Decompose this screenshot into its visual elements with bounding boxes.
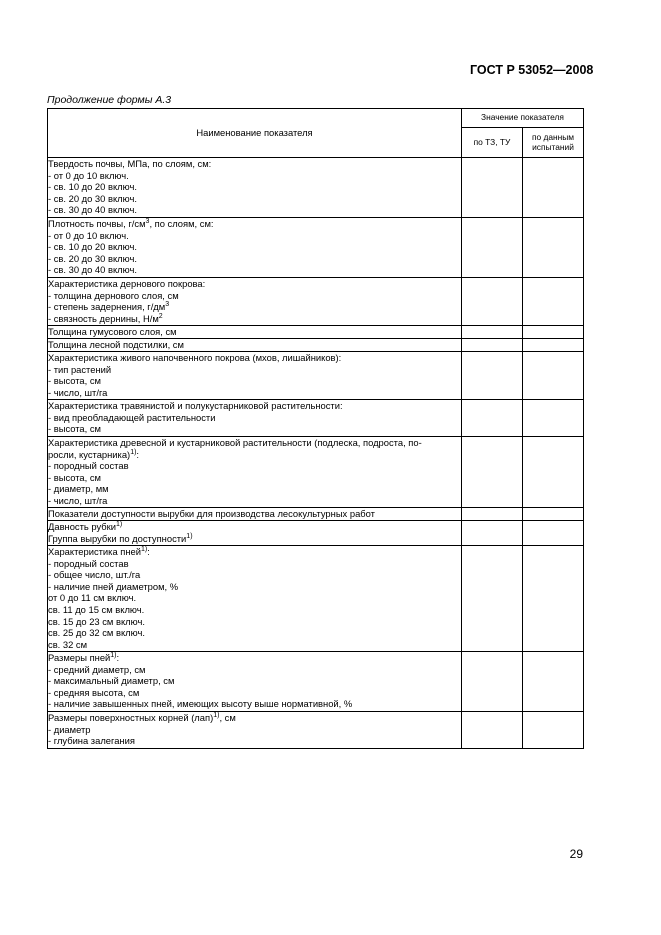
value-cell-tz[interactable]	[462, 712, 523, 749]
table-row	[48, 437, 584, 508]
column-header-value: Значение показателя	[462, 109, 584, 128]
indicator-cell: Характеристика живого напочвенного покрова (мхов, лишайников): - тип растений - высота, см - число, шт/га	[48, 352, 462, 400]
indicator-cell: Характеристика дернового покрова: - толщина дернового слоя, см - степень задернения, $г/дм^3$ - связность дернины, $Н/м^2$	[48, 278, 462, 326]
value-cell-tz[interactable]	[462, 546, 523, 652]
form-continuation-label: Продолжение формы А.3	[47, 94, 172, 106]
column-header-name: Наименование показателя	[48, 109, 462, 158]
value-cell-test[interactable]	[523, 546, 584, 652]
indicator-cell: Плотность почвы, $г/см^3$, по слоям, см: - от 0 до 10 включ. - св. 10 до 20 включ. - св. 20 до 30 включ. - св. 30 до 40 включ.	[48, 218, 462, 278]
value-cell-test[interactable]	[523, 400, 584, 437]
value-cell-test[interactable]	[523, 712, 584, 749]
page-number: 29	[569, 847, 583, 861]
indicator-cell: Характеристика травянистой и полукустарниковой растительности: - вид преобладающей растительности - высота, см	[48, 400, 462, 437]
value-cell-tz[interactable]	[462, 352, 523, 400]
table-row	[48, 326, 584, 339]
value-cell-test[interactable]	[523, 339, 584, 352]
value-cell-test[interactable]	[523, 652, 584, 712]
value-cell-tz[interactable]	[462, 326, 523, 339]
table-row	[48, 546, 584, 652]
value-cell-test[interactable]	[523, 326, 584, 339]
value-cell-tz[interactable]	[462, 339, 523, 352]
table-row	[48, 218, 584, 278]
value-cell-tz[interactable]	[462, 521, 523, 546]
indicator-cell: Показатели доступности вырубки для производства лесокультурных работ	[48, 508, 462, 521]
value-cell-tz[interactable]	[462, 400, 523, 437]
indicators-table	[47, 108, 584, 749]
standard-code: ГОСТ Р 53052—2008	[470, 63, 594, 77]
indicator-cell: Толщина гумусового слоя, см	[48, 326, 462, 339]
indicator-cell: Толщина лесной подстилки, см	[48, 339, 462, 352]
table-row	[48, 508, 584, 521]
table-row	[48, 652, 584, 712]
value-cell-test[interactable]	[523, 278, 584, 326]
value-cell-tz[interactable]	[462, 508, 523, 521]
indicator-cell: Давность рубки$^{1)}$ Группа вырубки по доступности$^{1)}$	[48, 521, 462, 546]
table-row	[48, 352, 584, 400]
value-cell-test[interactable]	[523, 508, 584, 521]
value-cell-tz[interactable]	[462, 652, 523, 712]
value-cell-tz[interactable]	[462, 278, 523, 326]
indicator-cell: Размеры пней$^{1)}$: - средний диаметр, см - максимальный диаметр, см - средняя высота, см - наличие завышенных пней, имеющих высоту выше нормативной, %	[48, 652, 462, 712]
column-header-test-line1: по данным	[531, 131, 575, 142]
value-cell-tz[interactable]	[462, 437, 523, 508]
table-row	[48, 339, 584, 352]
table-row	[48, 521, 584, 546]
table-row	[48, 400, 584, 437]
indicator-cell: Характеристика пней$^{1)}$: - породный состав - общее число, шт./га - наличие пней диаметром, % от 0 до 11 см включ. св. 11 до 15 см включ. св. 15 до 23 см включ. св. 25 до 32 см включ. св. 32 см	[48, 546, 462, 652]
table-row	[48, 712, 584, 749]
table-row	[48, 278, 584, 326]
column-header-test-line2: испытаний	[532, 141, 574, 152]
value-cell-test[interactable]	[523, 218, 584, 278]
column-header-tz: по ТЗ, ТУ	[462, 128, 523, 158]
column-header-test	[523, 128, 584, 158]
value-cell-test[interactable]	[523, 437, 584, 508]
indicator-cell: Размеры поверхностных корней (лап)$^{1)}$, см - диаметр - глубина залегания	[48, 712, 462, 749]
value-cell-test[interactable]	[523, 352, 584, 400]
value-cell-test[interactable]	[523, 521, 584, 546]
table-row	[48, 158, 584, 218]
value-cell-tz[interactable]	[462, 158, 523, 218]
indicator-cell: Твердость почвы, МПа, по слоям, см: - от 0 до 10 включ. - св. 10 до 20 включ. - св. 20 до 30 включ. - св. 30 до 40 включ.	[48, 158, 462, 218]
indicator-cell: Характеристика древесной и кустарниковой растительности (подлеска, подроста, по- росли, кустарника)$^{1)}$: - породный состав - высота, см - диаметр, мм - число, шт/га	[48, 437, 462, 508]
value-cell-test[interactable]	[523, 158, 584, 218]
value-cell-tz[interactable]	[462, 218, 523, 278]
